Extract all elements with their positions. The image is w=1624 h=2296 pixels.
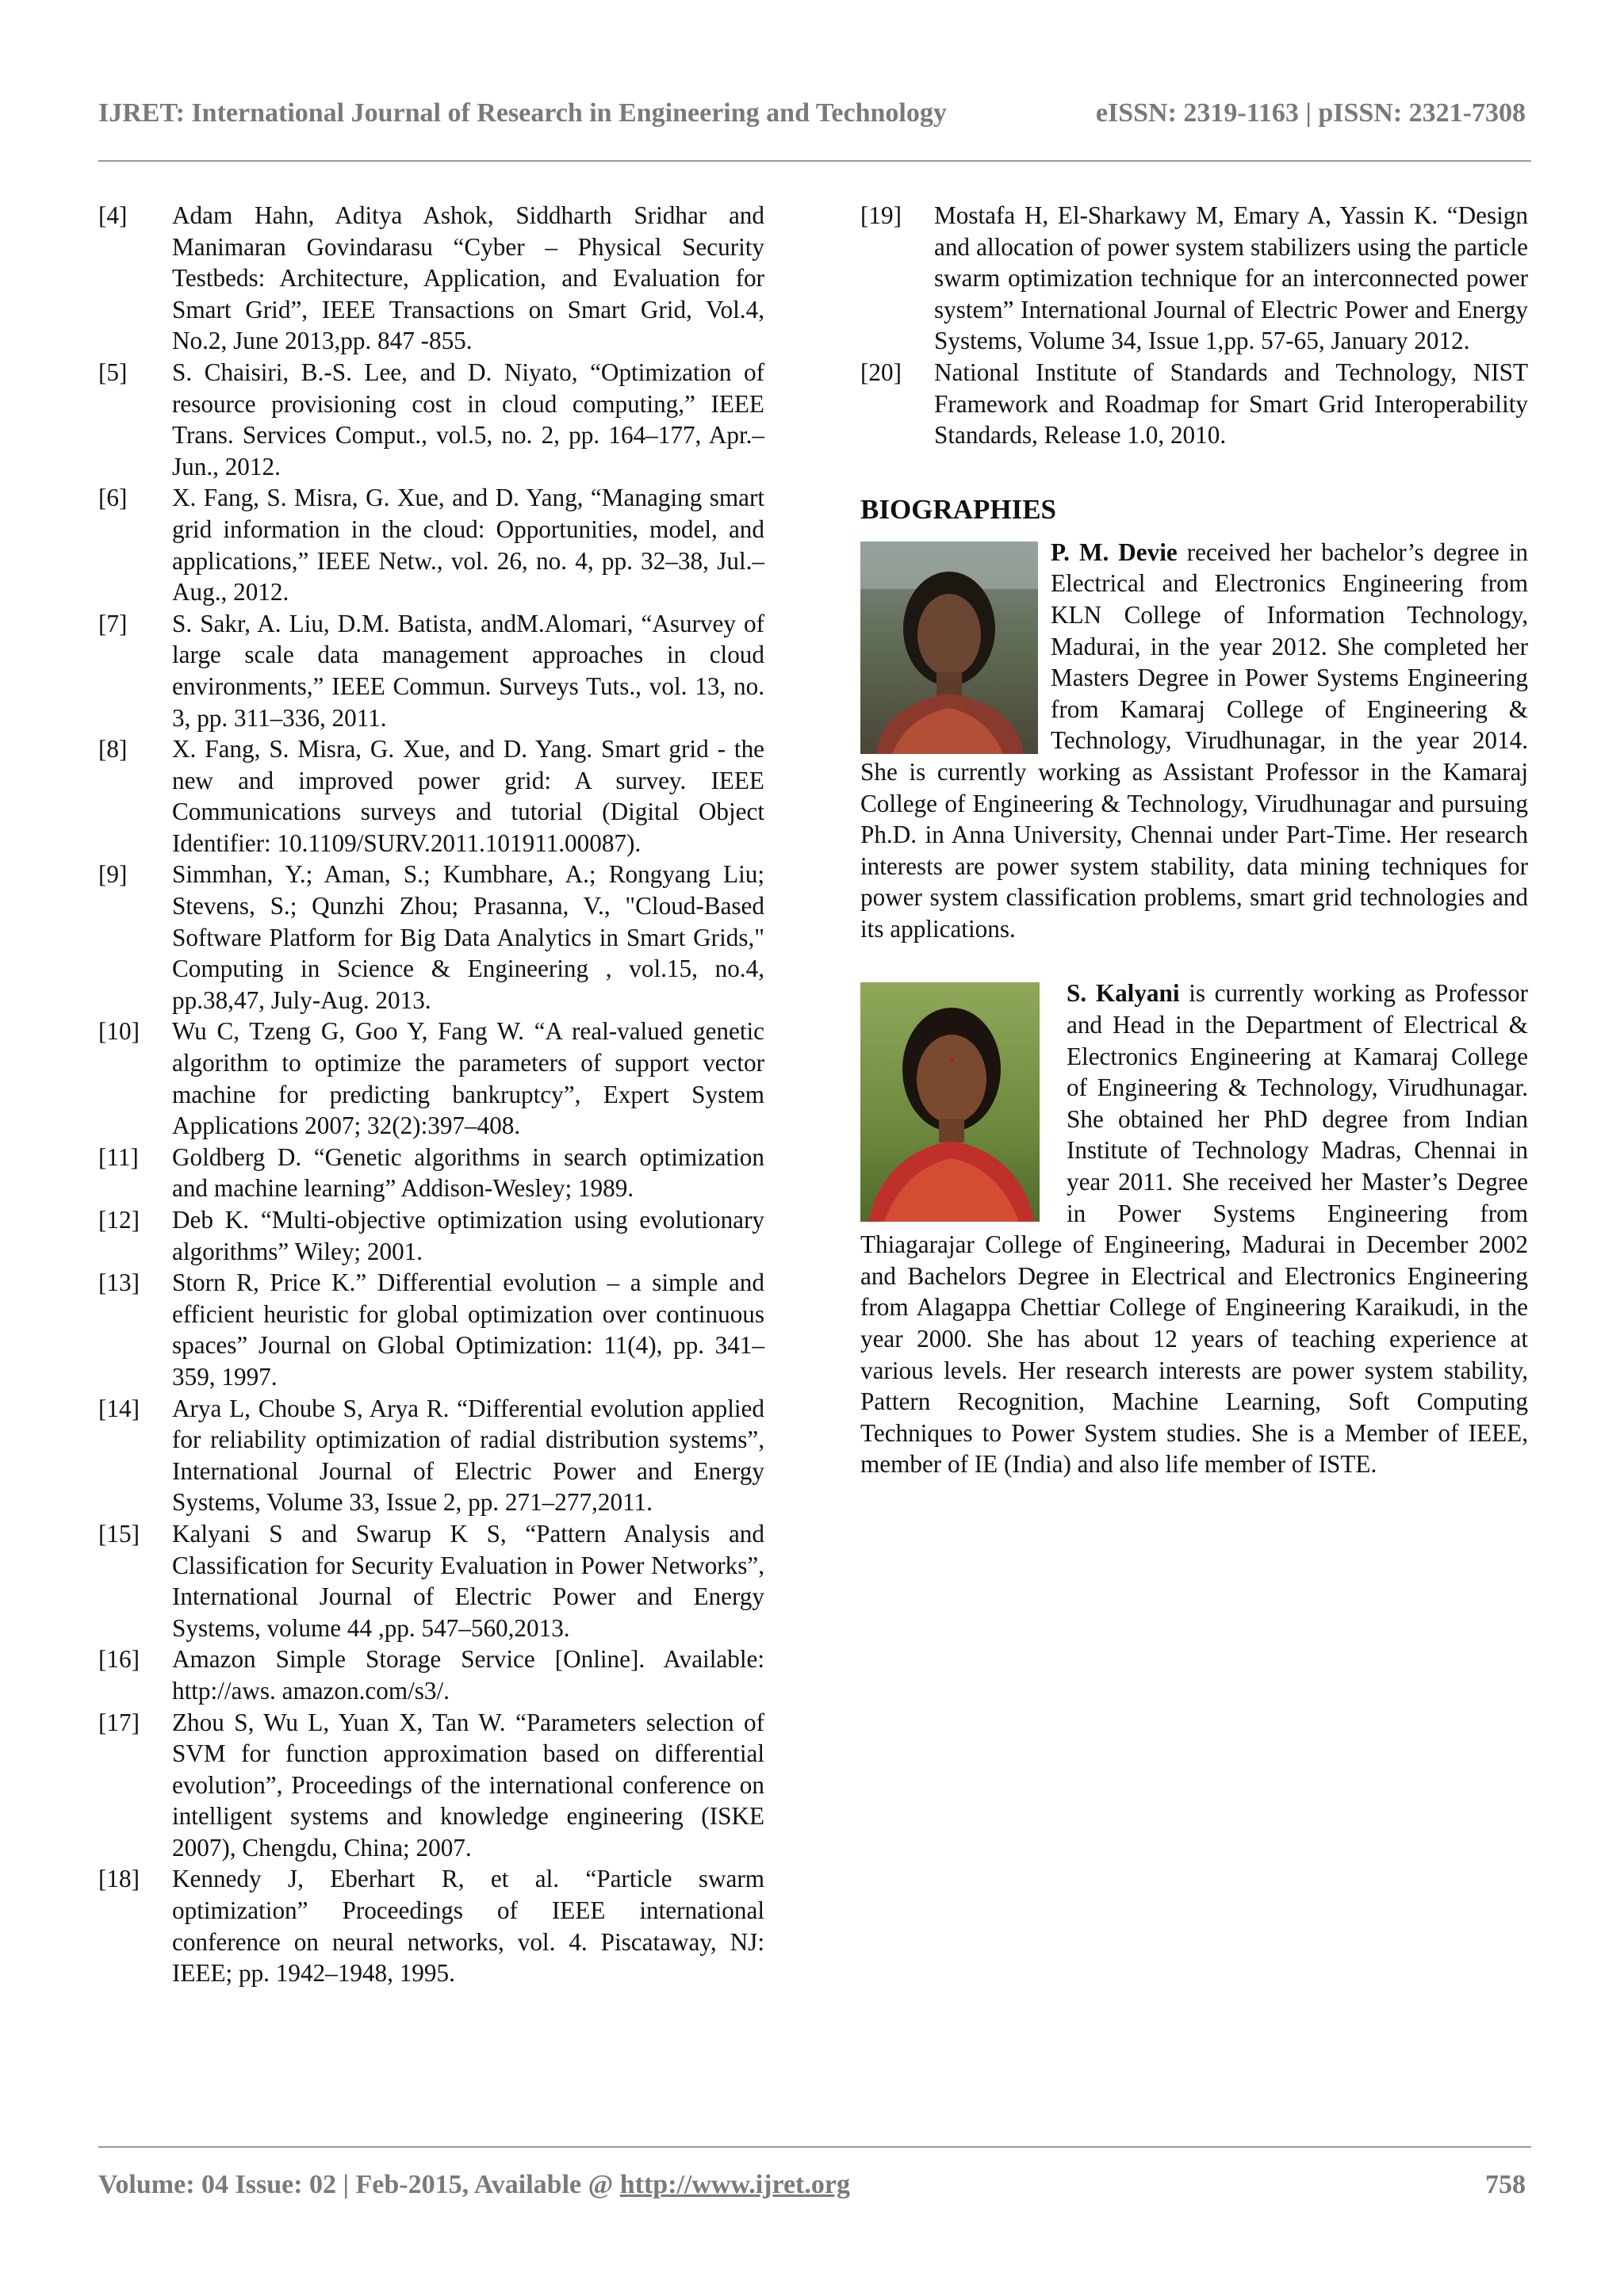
reference-item xyxy=(98,1204,764,1267)
reference-text: Wu C, Tzeng G, Goo Y, Fang W. “A real-valued genetic algorithm to optimize the parameters of support vector machine for predicting bankruptcy”, Expert System Applications 2007; 32(2):397–408. xyxy=(172,1017,764,1140)
footer-rule xyxy=(98,2146,1531,2148)
author-name-kalyani: S. Kalyani xyxy=(1067,979,1180,1008)
reference-number: [11] xyxy=(98,1142,139,1171)
page-number: 758 xyxy=(1485,2170,1526,2199)
reference-item xyxy=(98,1707,764,1864)
reference-number: [6] xyxy=(98,484,128,512)
reference-number: [20] xyxy=(860,358,902,386)
reference-item xyxy=(98,733,764,859)
reference-number: [10] xyxy=(98,1017,140,1046)
reference-text: Storn R, Price K.” Differential evolution – a simple and efficient heuristic for global optimization over continuous spaces” Journal on Global Optimization: 11(4), pp. 341–359, 1997. xyxy=(172,1269,764,1391)
reference-item xyxy=(98,1142,764,1204)
biography-kalyani xyxy=(860,978,1528,1480)
reference-number: [8] xyxy=(98,735,128,763)
volume-text: Volume: 04 Issue: 02 | Feb-2015, Available @ xyxy=(98,2170,620,2199)
journal-link[interactable]: http://www.ijret.org xyxy=(619,2170,850,2199)
reference-text: S. Sakr, A. Liu, D.M. Batista, andM.Alomari, “Asurvey of large scale data management approaches in cloud environments,” IEEE Commun. Surveys Tuts., vol. 13, no. 3, pp. 311–336, 2011. xyxy=(172,609,764,732)
biographies-heading: BIOGRAPHIES xyxy=(860,493,1056,525)
author-photo-kalyani xyxy=(860,982,1040,1222)
reference-number: [17] xyxy=(98,1708,140,1736)
reference-number: [12] xyxy=(98,1206,140,1234)
author-name-devie: P. M. Devie xyxy=(1051,538,1178,566)
reference-text: S. Chaisiri, B.-S. Lee, and D. Niyato, “Optimization of resource provisioning cost in cloud computing,” IEEE Trans. Services Comput., vol.5, no. 2, pp. 164–177, Apr.–Jun., 2012. xyxy=(172,358,764,480)
reference-number: [9] xyxy=(98,860,128,889)
running-header xyxy=(98,98,1526,133)
reference-item xyxy=(98,1016,764,1141)
author-photo-devie xyxy=(860,541,1038,754)
reference-text: Kennedy J, Eberhart R, et al. “Particle swarm optimization” Proceedings of IEEE international conference on neural networks, vol. 4. Piscataway, NJ: IEEE; pp. 1942–1948, 1995. xyxy=(172,1865,764,1988)
reference-text: Mostafa H, El-Sharkawy M, Emary A, Yassin K. “Design and allocation of power system stabilizers using the particle swarm optimization technique for an interconnected power system” International Journal of Electric Power and Energy Systems, Volume 34, Issue 1,pp. 57-65, January 2012. xyxy=(934,201,1528,355)
reference-number: [14] xyxy=(98,1394,140,1422)
reference-item xyxy=(860,200,1528,357)
reference-item xyxy=(98,608,764,733)
reference-item xyxy=(98,200,764,357)
journal-title: IJRET: International Journal of Research in Engineering and Technology xyxy=(98,98,947,128)
running-footer xyxy=(98,2170,1526,2205)
reference-text: X. Fang, S. Misra, G. Xue, and D. Yang. Smart grid - the new and improved power grid: A survey. IEEE Communications surveys and tutorial (Digital Object Identifier: 10.1109/SURV.2011.101911.00087). xyxy=(172,735,764,857)
reference-item xyxy=(98,357,764,482)
reference-text: Arya L, Choube S, Arya R. “Differential evolution applied for reliability optimization of radial distribution systems”, International Journal of Electric Power and Energy Systems, Volume 33, Issue 2, pp. 271–277,2011. xyxy=(172,1394,764,1517)
reference-text: Kalyani S and Swarup K S, “Pattern Analysis and Classification for Security Evaluation in Power Networks”, International Journal of Electric Power and Energy Systems, volume 44 ,pp. 547–560,2013. xyxy=(172,1519,764,1642)
biography-text-devie: received her bachelor’s degree in Electrical and Electronics Engineering from KLN College of Information Technology, Madurai, in the year 2012. She completed her Masters Degree in Power Systems Engineering from Kamaraj College of Engineering & Technology, Virudhunagar, in the year 2014. She is currently working as Assistant Professor in the Kamaraj College of Engineering & Technology, Virudhunagar and pursuing Ph.D. in Anna University, Chennai under Part-Time. Her research interests are power system stability, data mining techniques for power system classification problems, smart grid technologies and its applications. xyxy=(860,538,1529,943)
reference-number: [15] xyxy=(98,1519,140,1548)
reference-text: Zhou S, Wu L, Yuan X, Tan W. “Parameters selection of SVM for function approximation based on differential evolution”, Proceedings of the international conference on intelligent systems and knowledge engineering (ISKE 2007), Chengdu, China; 2007. xyxy=(172,1708,764,1862)
reference-number: [7] xyxy=(98,609,128,637)
reference-number: [18] xyxy=(98,1865,140,1893)
reference-text: Amazon Simple Storage Service [Online]. Available: http://aws. amazon.com/s3/. xyxy=(172,1645,764,1705)
reference-text: Simmhan, Y.; Aman, S.; Kumbhare, A.; Rongyang Liu; Stevens, S.; Qunzhi Zhou; Prasanna, V., "Cloud-Based Software Platform for Big Data Analytics in Smart Grids," Computing in Science & Engineering , vol.15, no.4, pp.38,47, July-Aug. 2013. xyxy=(172,860,764,1014)
reference-number: [13] xyxy=(98,1269,140,1297)
reference-item xyxy=(98,1267,764,1392)
reference-item xyxy=(860,357,1528,451)
right-column xyxy=(860,200,1528,1480)
reference-number: [19] xyxy=(860,201,902,229)
reference-item xyxy=(98,482,764,607)
reference-text: Deb K. “Multi-objective optimization using evolutionary algorithms” Wiley; 2001. xyxy=(172,1206,764,1265)
volume-info xyxy=(98,2170,850,2200)
reference-text: National Institute of Standards and Technology, NIST Framework and Roadmap for Smart Grid Interoperability Standards, Release 1.0, 2010. xyxy=(934,358,1528,450)
reference-item xyxy=(98,859,764,1016)
issn-info: eISSN: 2319-1163 | pISSN: 2321-7308 xyxy=(1095,98,1526,128)
reference-text: X. Fang, S. Misra, G. Xue, and D. Yang, “Managing smart grid information in the cloud: Opportunities, model, and applications,” IEEE Netw., vol. 26, no. 4, pp. 32–38, Jul.–Aug., 2012. xyxy=(172,484,764,607)
biography-text-kalyani: is currently working as Professor and Head in the Department of Electrical & Electronics Engineering at Kamaraj College of Engineering & Technology, Virudhunagar. She obtained her PhD degree from Indian Institute of Technology Madras, Chennai in year 2011. She received her Master’s Degree in Power Systems Engineering from Thiagarajar College of Engineering, Madurai in December 2002 and Bachelors Degree in Electrical and Electronics Engineering from Alagappa Chettiar College of Engineering Karaikudi, in the year 2000. She has about 12 years of teaching experience at various levels. Her research interests are power system stability, Pattern Recognition, Machine Learning, Soft Computing Techniques to Power System studies. She is a Member of IEEE, member of IE (India) and also life member of ISTE. xyxy=(860,979,1528,1479)
reference-number: [4] xyxy=(98,201,128,229)
reference-item xyxy=(98,1518,764,1644)
header-rule xyxy=(98,160,1531,162)
reference-item xyxy=(98,1644,764,1706)
reference-text: Goldberg D. “Genetic algorithms in search optimization and machine learning” Addison-Wesley; 1989. xyxy=(172,1142,764,1203)
biography-devie xyxy=(860,537,1528,945)
reference-item xyxy=(98,1863,764,1988)
reference-item xyxy=(98,1393,764,1518)
reference-text: Adam Hahn, Aditya Ashok, Siddharth Sridhar and Manimaran Govindarasu “Cyber – Physical Security Testbeds: Architecture, Application, and Evaluation for Smart Grid”, IEEE Transactions on Smart Grid, Vol.4, No.2, June 2013,pp. 847 -855. xyxy=(172,201,764,355)
left-column xyxy=(98,200,764,1989)
reference-number: [16] xyxy=(98,1645,140,1674)
reference-number: [5] xyxy=(98,358,128,386)
